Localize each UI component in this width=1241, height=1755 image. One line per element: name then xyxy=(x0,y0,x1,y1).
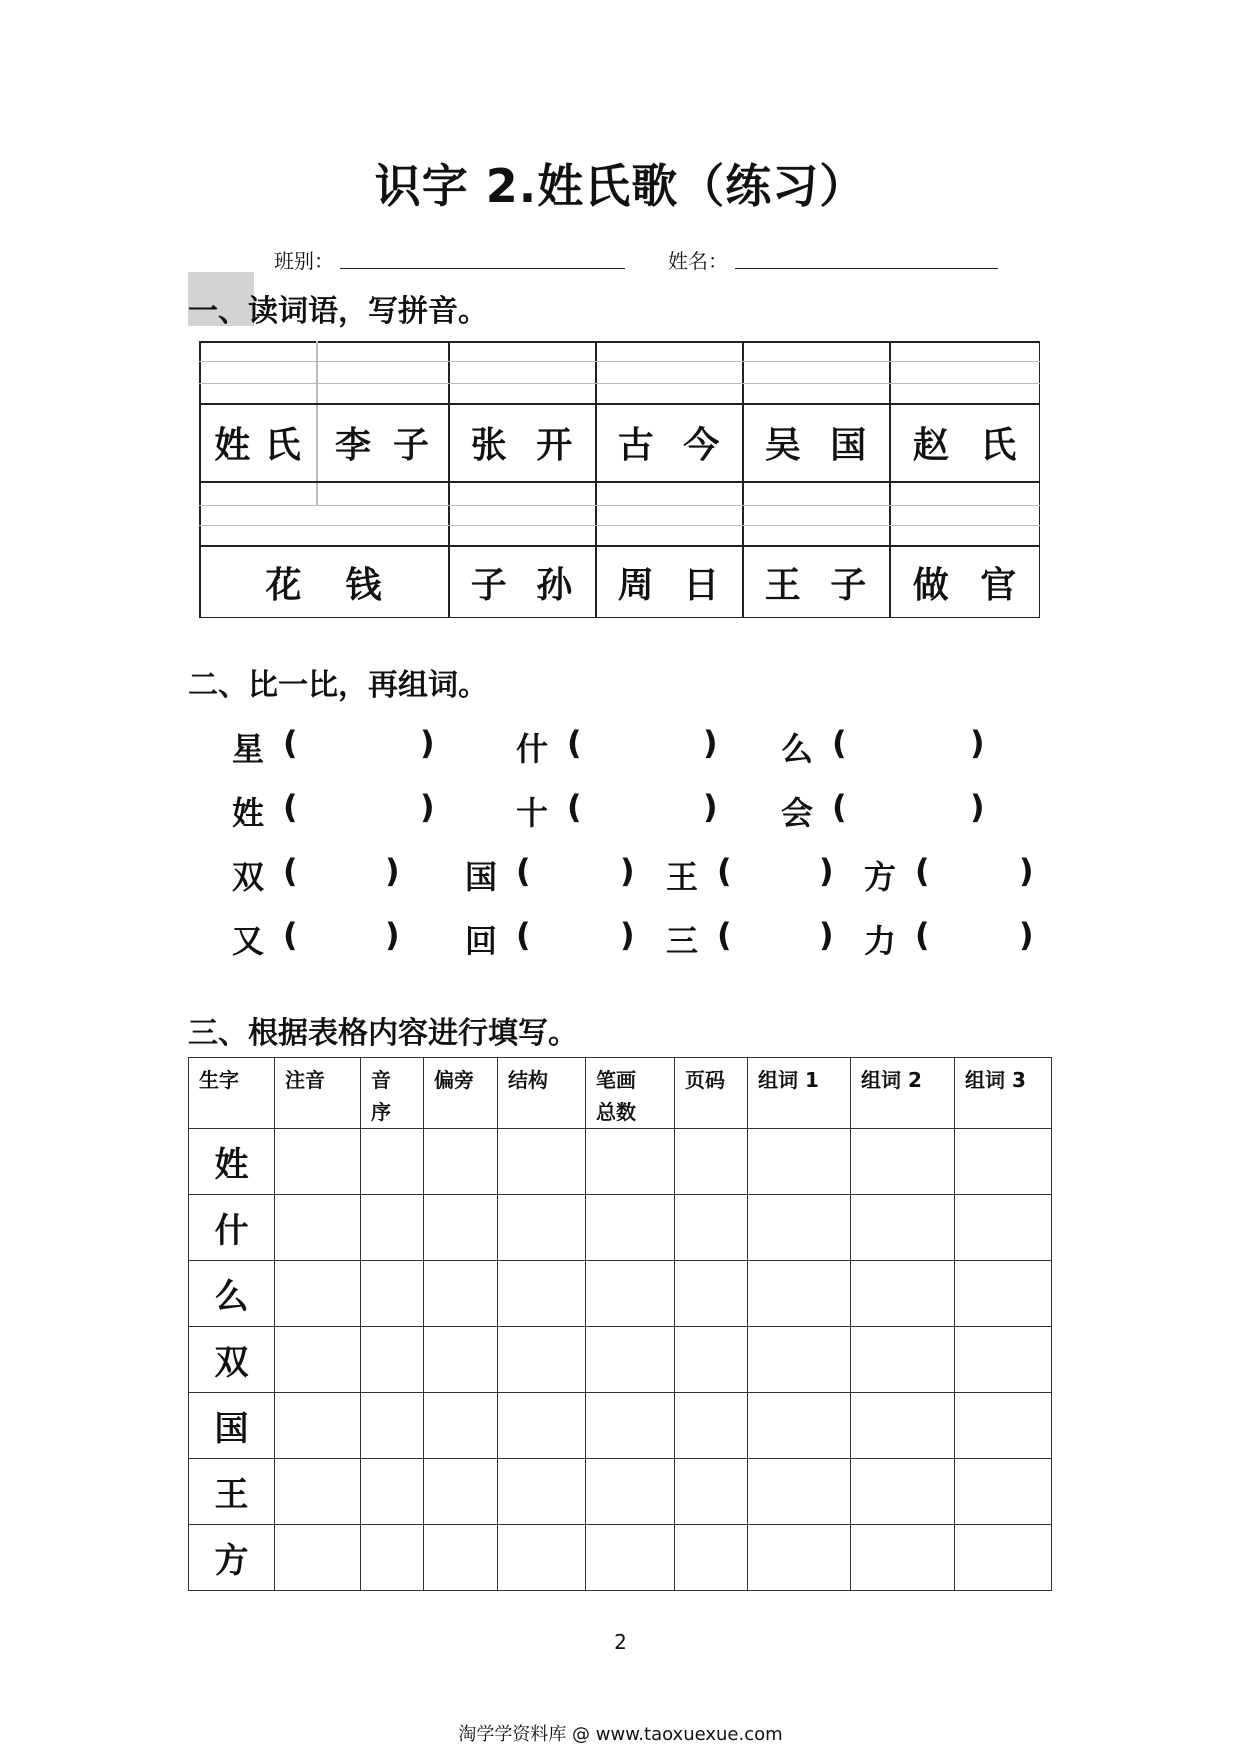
answer-cell[interactable] xyxy=(361,1261,424,1327)
answer-cell[interactable] xyxy=(955,1261,1052,1327)
answer-cell[interactable] xyxy=(955,1129,1052,1195)
table-row xyxy=(189,1195,1052,1261)
table-row xyxy=(189,1261,1052,1327)
answer-cell[interactable] xyxy=(361,1459,424,1525)
answer-open-paren: ( xyxy=(915,916,930,954)
answer-open-paren: ( xyxy=(283,916,298,954)
word-char: 做 xyxy=(912,564,949,606)
answer-cell[interactable] xyxy=(498,1261,586,1327)
column-header xyxy=(498,1058,586,1129)
answer-close-paren: ) xyxy=(620,916,635,954)
answer-close-paren: ) xyxy=(1019,852,1034,890)
answer-blank[interactable] xyxy=(935,920,1015,956)
answer-cell[interactable] xyxy=(586,1195,675,1261)
word-cell xyxy=(742,546,889,618)
word-char: 钱 xyxy=(345,564,382,606)
column-header xyxy=(955,1058,1052,1129)
answer-cell[interactable] xyxy=(498,1327,586,1393)
column-header-text: 注音 xyxy=(285,1068,325,1092)
pinyin-table xyxy=(199,341,1040,618)
answer-cell[interactable] xyxy=(424,1261,498,1327)
column-header-text: 偏旁 xyxy=(434,1068,474,1092)
table-header-row xyxy=(189,1058,1052,1129)
answer-blank[interactable] xyxy=(303,920,381,956)
word-char: 古 xyxy=(617,425,654,466)
answer-cell[interactable] xyxy=(748,1459,851,1525)
name-label: 姓名： xyxy=(668,249,728,273)
word-cell xyxy=(199,404,316,481)
word-char: 国 xyxy=(830,425,867,466)
compare-char: 力 xyxy=(864,922,897,960)
answer-close-paren: ) xyxy=(420,788,435,826)
column-header xyxy=(586,1058,675,1129)
compare-char: 方 xyxy=(864,858,897,896)
answer-open-paren: ( xyxy=(832,724,847,762)
answer-close-paren: ) xyxy=(420,724,435,762)
word-char: 李 xyxy=(334,425,371,466)
word-char: 官 xyxy=(980,564,1017,606)
answer-cell[interactable] xyxy=(424,1459,498,1525)
answer-cell[interactable] xyxy=(955,1525,1052,1591)
table-row xyxy=(189,1393,1052,1459)
answer-open-paren: ( xyxy=(717,852,732,890)
pinyin-guide-line xyxy=(199,361,1040,362)
answer-close-paren: ) xyxy=(819,916,834,954)
word-char: 开 xyxy=(536,425,573,466)
word-char: 赵 xyxy=(912,425,949,466)
page-title: 识字 2.姓氏歌（练习） xyxy=(374,159,867,213)
answer-cell[interactable] xyxy=(955,1393,1052,1459)
answer-blank[interactable] xyxy=(935,856,1015,892)
answer-cell[interactable] xyxy=(424,1195,498,1261)
compare-char: 三 xyxy=(666,922,699,960)
row-character: 姓 xyxy=(189,1129,275,1195)
answer-close-paren: ) xyxy=(385,916,400,954)
class-label: 班别： xyxy=(274,249,334,273)
row-character: 方 xyxy=(189,1525,275,1591)
column-header-text: 生字 xyxy=(199,1068,239,1092)
column-header-text: 结构 xyxy=(508,1068,548,1092)
answer-close-paren: ) xyxy=(970,724,985,762)
answer-close-paren: ) xyxy=(385,852,400,890)
answer-cell[interactable] xyxy=(851,1459,955,1525)
compare-char: 双 xyxy=(232,858,265,896)
answer-blank[interactable] xyxy=(737,920,815,956)
answer-cell[interactable] xyxy=(275,1195,361,1261)
answer-cell[interactable] xyxy=(361,1525,424,1591)
answer-cell[interactable] xyxy=(361,1129,424,1195)
column-header-text: 组词 2 xyxy=(861,1068,922,1092)
answer-blank[interactable] xyxy=(303,728,416,764)
word-char: 张 xyxy=(470,425,507,466)
compare-char: 十 xyxy=(516,794,549,832)
answer-blank[interactable] xyxy=(587,728,699,764)
answer-cell[interactable] xyxy=(361,1195,424,1261)
word-char: 氏 xyxy=(264,425,301,466)
answer-cell[interactable] xyxy=(275,1525,361,1591)
pinyin-guide-line xyxy=(199,383,1040,384)
word-char: 子 xyxy=(830,564,867,606)
answer-cell[interactable] xyxy=(424,1327,498,1393)
pinyin-guide-line xyxy=(199,505,1040,506)
row-divider xyxy=(199,481,1040,483)
column-header-text: 音 xyxy=(371,1068,391,1092)
name-field[interactable] xyxy=(735,268,998,269)
answer-cell[interactable] xyxy=(498,1129,586,1195)
answer-close-paren: ) xyxy=(1019,916,1034,954)
answer-cell[interactable] xyxy=(675,1393,748,1459)
word-char: 姓 xyxy=(214,425,251,466)
column-header xyxy=(424,1058,498,1129)
column-header xyxy=(675,1058,748,1129)
compare-char: 姓 xyxy=(232,794,265,832)
answer-close-paren: ) xyxy=(703,724,718,762)
pinyin-guide-line xyxy=(199,525,1040,526)
answer-blank[interactable] xyxy=(303,856,381,892)
compare-char: 星 xyxy=(232,730,265,768)
footer-watermark: 淘学学资料库 @ www.taoxuexue.com xyxy=(458,1724,783,1745)
answer-cell[interactable] xyxy=(275,1261,361,1327)
answer-cell[interactable] xyxy=(955,1195,1052,1261)
column-header xyxy=(748,1058,851,1129)
character-info-table xyxy=(188,1057,1052,1591)
answer-blank[interactable] xyxy=(737,856,815,892)
answer-cell[interactable] xyxy=(586,1393,675,1459)
answer-open-paren: ( xyxy=(283,788,298,826)
column-header xyxy=(851,1058,955,1129)
answer-open-paren: ( xyxy=(567,788,582,826)
column-header xyxy=(275,1058,361,1129)
answer-cell[interactable] xyxy=(424,1525,498,1591)
compare-char: 王 xyxy=(666,858,699,896)
answer-cell[interactable] xyxy=(851,1195,955,1261)
answer-close-paren: ) xyxy=(703,788,718,826)
answer-cell[interactable] xyxy=(586,1525,675,1591)
table-row xyxy=(189,1129,1052,1195)
table-row xyxy=(189,1459,1052,1525)
answer-open-paren: ( xyxy=(567,724,582,762)
answer-close-paren: ) xyxy=(620,852,635,890)
column-header-text: 笔画 xyxy=(596,1068,636,1092)
answer-open-paren: ( xyxy=(516,852,531,890)
answer-open-paren: ( xyxy=(516,916,531,954)
word-cell xyxy=(199,546,448,618)
answer-close-paren: ) xyxy=(970,788,985,826)
answer-open-paren: ( xyxy=(283,724,298,762)
table-row xyxy=(189,1327,1052,1393)
answer-cell[interactable] xyxy=(586,1459,675,1525)
compare-char: 会 xyxy=(781,794,814,832)
answer-cell[interactable] xyxy=(851,1525,955,1591)
compare-char: 什 xyxy=(516,730,549,768)
answer-cell[interactable] xyxy=(275,1129,361,1195)
word-cell xyxy=(595,546,742,618)
table-border xyxy=(199,341,1040,343)
answer-open-paren: ( xyxy=(915,852,930,890)
word-cell xyxy=(448,404,595,481)
column-header xyxy=(189,1058,275,1129)
answer-cell[interactable] xyxy=(275,1459,361,1525)
answer-cell[interactable] xyxy=(361,1393,424,1459)
answer-cell[interactable] xyxy=(748,1327,851,1393)
word-cell xyxy=(742,404,889,481)
answer-cell[interactable] xyxy=(675,1129,748,1195)
answer-blank[interactable] xyxy=(852,792,966,828)
table-row xyxy=(189,1525,1052,1591)
row-character: 双 xyxy=(189,1327,275,1393)
answer-cell[interactable] xyxy=(498,1525,586,1591)
answer-open-paren: ( xyxy=(283,852,298,890)
answer-cell[interactable] xyxy=(851,1129,955,1195)
word-char: 氏 xyxy=(980,425,1017,466)
answer-cell[interactable] xyxy=(424,1129,498,1195)
answer-cell[interactable] xyxy=(851,1393,955,1459)
class-field[interactable] xyxy=(340,268,625,269)
answer-cell[interactable] xyxy=(586,1129,675,1195)
compare-char: 回 xyxy=(465,922,498,960)
answer-cell[interactable] xyxy=(748,1195,851,1261)
row-character: 么 xyxy=(189,1261,275,1327)
answer-cell[interactable] xyxy=(586,1261,675,1327)
row-character: 王 xyxy=(189,1459,275,1525)
section1-heading: 一、读词语，写拼音。 xyxy=(188,294,488,329)
row-character: 什 xyxy=(189,1195,275,1261)
answer-cell[interactable] xyxy=(361,1327,424,1393)
word-cell xyxy=(889,404,1040,481)
answer-cell[interactable] xyxy=(748,1525,851,1591)
answer-cell[interactable] xyxy=(586,1327,675,1393)
compare-char: 么 xyxy=(781,730,814,768)
answer-cell[interactable] xyxy=(275,1393,361,1459)
word-char: 王 xyxy=(764,564,801,606)
compare-char: 又 xyxy=(232,922,265,960)
word-char: 子 xyxy=(392,425,429,466)
word-cell xyxy=(448,546,595,618)
answer-cell[interactable] xyxy=(675,1459,748,1525)
answer-open-paren: ( xyxy=(832,788,847,826)
answer-cell[interactable] xyxy=(498,1459,586,1525)
answer-close-paren: ) xyxy=(819,852,834,890)
column-header xyxy=(361,1058,424,1129)
answer-cell[interactable] xyxy=(498,1393,586,1459)
answer-cell[interactable] xyxy=(675,1261,748,1327)
answer-cell[interactable] xyxy=(851,1261,955,1327)
word-cell xyxy=(595,404,742,481)
page-number: 2 xyxy=(614,1630,627,1654)
answer-cell[interactable] xyxy=(851,1327,955,1393)
word-char: 周 xyxy=(617,564,654,606)
answer-cell[interactable] xyxy=(675,1525,748,1591)
answer-cell[interactable] xyxy=(675,1327,748,1393)
answer-cell[interactable] xyxy=(424,1393,498,1459)
row-character: 国 xyxy=(189,1393,275,1459)
answer-cell[interactable] xyxy=(498,1195,586,1261)
word-char: 孙 xyxy=(536,564,573,606)
column-header-text: 页码 xyxy=(685,1068,725,1092)
column-header-text: 组词 3 xyxy=(965,1068,1026,1092)
answer-cell[interactable] xyxy=(748,1129,851,1195)
answer-cell[interactable] xyxy=(748,1393,851,1459)
compare-char: 国 xyxy=(465,858,498,896)
word-char: 子 xyxy=(470,564,507,606)
answer-cell[interactable] xyxy=(955,1327,1052,1393)
word-char: 日 xyxy=(683,564,720,606)
answer-blank[interactable] xyxy=(303,792,416,828)
column-header-text: 序 xyxy=(371,1100,391,1124)
column-header-text: 组词 1 xyxy=(758,1068,819,1092)
answer-blank[interactable] xyxy=(536,856,616,892)
answer-open-paren: ( xyxy=(717,916,732,954)
answer-cell[interactable] xyxy=(748,1261,851,1327)
answer-blank[interactable] xyxy=(536,920,616,956)
answer-cell[interactable] xyxy=(955,1459,1052,1525)
section3-heading: 三、根据表格内容进行填写。 xyxy=(188,1016,578,1051)
word-cell xyxy=(889,546,1040,618)
answer-cell[interactable] xyxy=(675,1195,748,1261)
answer-blank[interactable] xyxy=(852,728,966,764)
word-char: 花 xyxy=(265,564,302,606)
word-char: 吴 xyxy=(764,425,801,466)
section2-heading: 二、比一比，再组词。 xyxy=(188,668,488,703)
column-header-text: 总数 xyxy=(596,1100,636,1124)
answer-blank[interactable] xyxy=(587,792,699,828)
word-cell xyxy=(316,404,448,481)
word-char: 今 xyxy=(683,425,720,466)
answer-cell[interactable] xyxy=(275,1327,361,1393)
